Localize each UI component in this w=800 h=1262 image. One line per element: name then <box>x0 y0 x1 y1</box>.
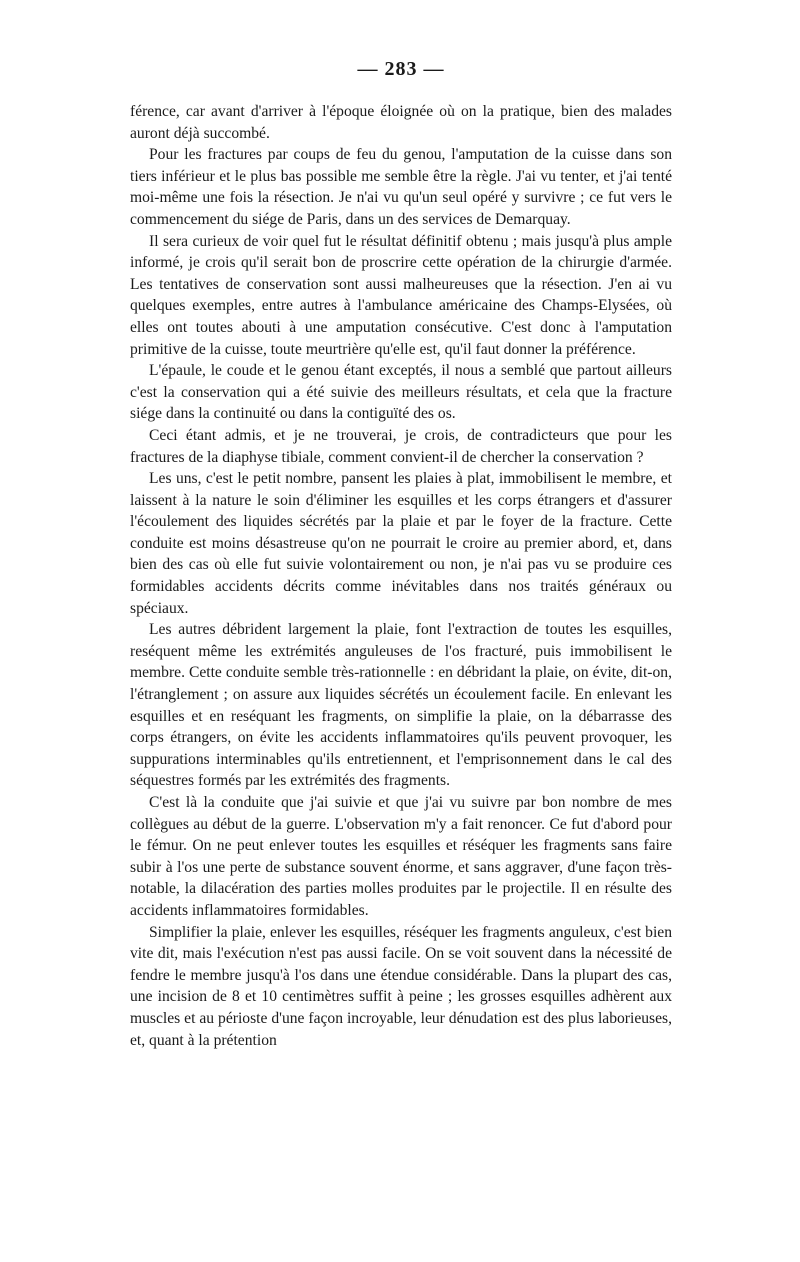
paragraph: L'épaule, le coude et le genou étant exceptés, il nous a semblé que partout ailleurs c'est la conservation qui a été suivie des meilleurs résultats, et cela que la fracture siége dans la continuité ou dans la contiguïté des os. <box>130 362 672 423</box>
body-text <box>130 101 672 1051</box>
paragraph: Il sera curieux de voir quel fut le résultat définitif obtenu ; mais jusqu'à plus ample informé, je crois qu'il serait bon de proscrire cette opération de la chirurgie d'armée. Les tentatives de conservation sont aussi malheureuses que la résection. J'en ai vu quelques exemples, entre autres à l'ambulance américaine des Champs-Elysées, où elles ont toutes abouti à une amputation consécutive. C'est donc à l'amputation primitive de la cuisse, toute meurtrière qu'elle est, qu'il faut donner la préférence. <box>130 232 672 358</box>
paragraph-continuation: férence, car avant d'arriver à l'époque éloignée où on la pratique, bien des malades auront déjà succombé. <box>130 103 672 142</box>
paragraph: C'est là la conduite que j'ai suivie et que j'ai vu suivre par bon nombre de mes collègues au début de la guerre. L'observation m'y a fait renoncer. Ce fut d'abord pour le fémur. On ne peut enlever toutes les esquilles et réséquer les fragments sans faire subir à l'os une perte de substance souvent énorme, et sans aggraver, d'une façon très-notable, la dilacération des parties molles produites par le projectile. Il en résulte des accidents inflammatoires formidables. <box>130 794 672 919</box>
paragraph: Les uns, c'est le petit nombre, pansent les plaies à plat, immobilisent le membre, et laissent à la nature le soin d'éliminer les esquilles et les corps étrangers et d'assurer l'écoulement des liquides sécrétés par la plaie et par le foyer de la fracture. Cette conduite est moins désastreuse qu'on ne pourrait le croire au premier abord, et, dans bien des cas où elle fut suivie volontairement ou non, je n'ai pas vu se produire ces formidables accidents décrits comme inévitables dans nos traités généraux ou spéciaux. <box>130 470 672 617</box>
paragraph: Simplifier la plaie, enlever les esquilles, réséquer les fragments anguleux, c'est bien vite dit, mais l'exécution n'est pas aussi facile. On se voit souvent dans la nécessité de fendre le membre jusqu'à l'os dans une étendue considérable. Dans la plupart des cas, une incision de 8 et 10 centimètres suffit à peine ; les grosses esquilles adhèrent aux muscles et au périoste d'une façon incroyable, leur dénudation est des plus laborieuses, et, quant à la prétention <box>130 923 672 1049</box>
page-number: — 283 — <box>357 58 445 80</box>
paragraph: Ceci étant admis, et je ne trouverai, je crois, de contradicteurs que pour les fractures de la diaphyse tibiale, comment convient-il de chercher la conservation ? <box>130 426 672 466</box>
paragraph: Les autres débrident largement la plaie, font l'extraction de toutes les esquilles, reséquent même les extrémités anguleuses de l'os fracturé, puis immobilisent le membre. Cette conduite semble très-rationnelle : en débridant la plaie, on évite, dit-on, l'étranglement ; on assure aux liquides sécrétés un écoulement facile. En enlevant les esquilles et en reséquant les fragments, on simplifie la plaie, on la débarrasse des corps étrangers, on évite les accidents inflammatoires qu'ils peuvent provoquer, les suppurations interminables qu'ils entretiennent, et l'emprisonnement dans le cal des séquestres formés par les extrémités des fragments. <box>130 621 672 790</box>
paragraph: Pour les fractures par coups de feu du genou, l'amputation de la cuisse dans son tiers inférieur et le plus bas possible me semble être la règle. J'ai vu tenter, et j'ai tenté moi-même une fois la résection. Je n'ai vu qu'un seul opéré y survivre ; ce fut vers le commencement du siége de Paris, dans un des services de Demarquay. <box>130 146 672 228</box>
